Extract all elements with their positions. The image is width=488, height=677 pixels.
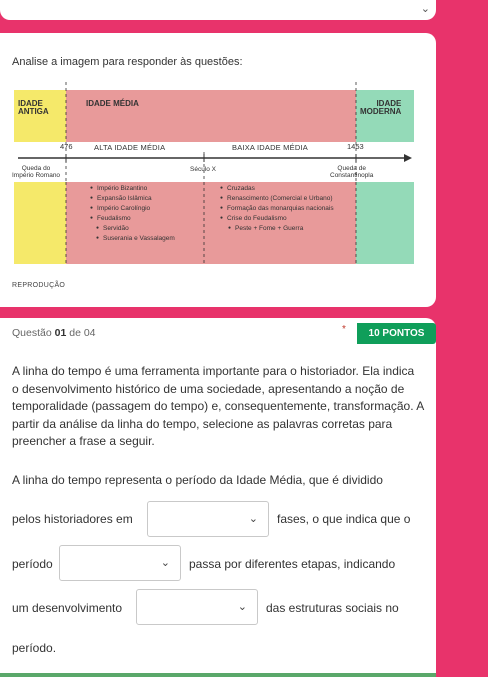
fill-text: período (12, 557, 53, 571)
question-prompt: A linha do tempo é uma ferramenta importante para o historiador. Ela indica o desenvolvimento histórico de uma sociedade, apresentando a noção de temporalidade (passagem do tempo) e, consequentemente, transformação. A partir da análise da linha do tempo, selecione as palavras corretas para preencher a frase a seguir. (12, 364, 424, 448)
antiga-lower-band (14, 182, 66, 264)
moderna-lower-band (356, 182, 414, 264)
era-antiga-band (14, 90, 66, 142)
answer-select-2[interactable] (59, 545, 181, 581)
sentence-intro: A linha do tempo representa o período da Idade Média, que é dividido (12, 473, 383, 487)
period-alta-label: ALTA IDADE MÉDIA (94, 143, 166, 152)
timeline-image (14, 82, 414, 272)
event-queda-roma: Queda do Império Romano (12, 165, 61, 179)
baixa-item: ● Renascimento (Comercial e Urbano) (220, 196, 333, 203)
bottom-bar (0, 673, 436, 677)
points-badge: 10 PONTOS (357, 323, 436, 344)
chevron-down-icon: ⌄ (248, 513, 258, 525)
answer-select-1[interactable] (147, 501, 269, 537)
alta-item: ● Império Carolíngio (90, 206, 150, 213)
fill-text: período. (12, 641, 57, 655)
fill-text: pelos historiadores em (12, 512, 133, 526)
alta-item: ● Expansão Islâmica (90, 196, 152, 203)
fill-text: um desenvolvimento (12, 601, 123, 615)
event-queda-constantinopla: Queda de Constantinopla (330, 165, 374, 179)
chevron-down-icon: ⌄ (160, 557, 170, 569)
alta-item: ● Suserania e Vassalagem (96, 236, 175, 243)
event-seculo-x: Século X (190, 166, 217, 173)
question-label (12, 327, 96, 339)
fill-text: fases, o que indica que o (277, 512, 411, 526)
year-476: 476 (60, 142, 73, 151)
question-number: 01 (54, 327, 67, 339)
baixa-item: ● Cruzadas (220, 186, 255, 193)
previous-card-bottom (0, 0, 436, 20)
alta-item: ● Império Bizantino (90, 186, 147, 193)
baixa-item: ● Peste + Fome + Guerra (228, 226, 303, 233)
chevron-down-icon[interactable]: ⌄ (420, 3, 430, 15)
period-baixa-label: BAIXA IDADE MÉDIA (232, 143, 308, 152)
question-label-suffix: de 04 (69, 327, 96, 339)
alta-item: ● Servidão (96, 226, 129, 233)
chevron-down-icon: ⌄ (237, 601, 247, 613)
fill-text: das estruturas sociais no (266, 601, 399, 615)
content-card-title: Analise a imagem para responder às questões: (12, 56, 243, 68)
question-label-prefix: Questão (12, 327, 52, 339)
year-1453: 1453 (347, 142, 364, 151)
era-moderna-label: IDADE MODERNA (360, 99, 402, 116)
era-media-band (66, 90, 356, 142)
baixa-item: ● Crise do Feudalismo (220, 216, 287, 223)
required-mark: * (342, 324, 346, 335)
answer-select-3[interactable] (136, 589, 258, 625)
baixa-item: ● Formação das monarquias nacionais (220, 206, 334, 213)
era-antiga-label: IDADE ANTIGA (18, 99, 49, 116)
fill-text: passa por diferentes etapas, indicando (189, 557, 396, 571)
era-media-label: IDADE MÉDIA (86, 99, 139, 108)
alta-item: ● Feudalismo (90, 216, 131, 223)
image-credit: REPRODUÇÃO (12, 282, 66, 289)
era-moderna-band (356, 90, 414, 142)
